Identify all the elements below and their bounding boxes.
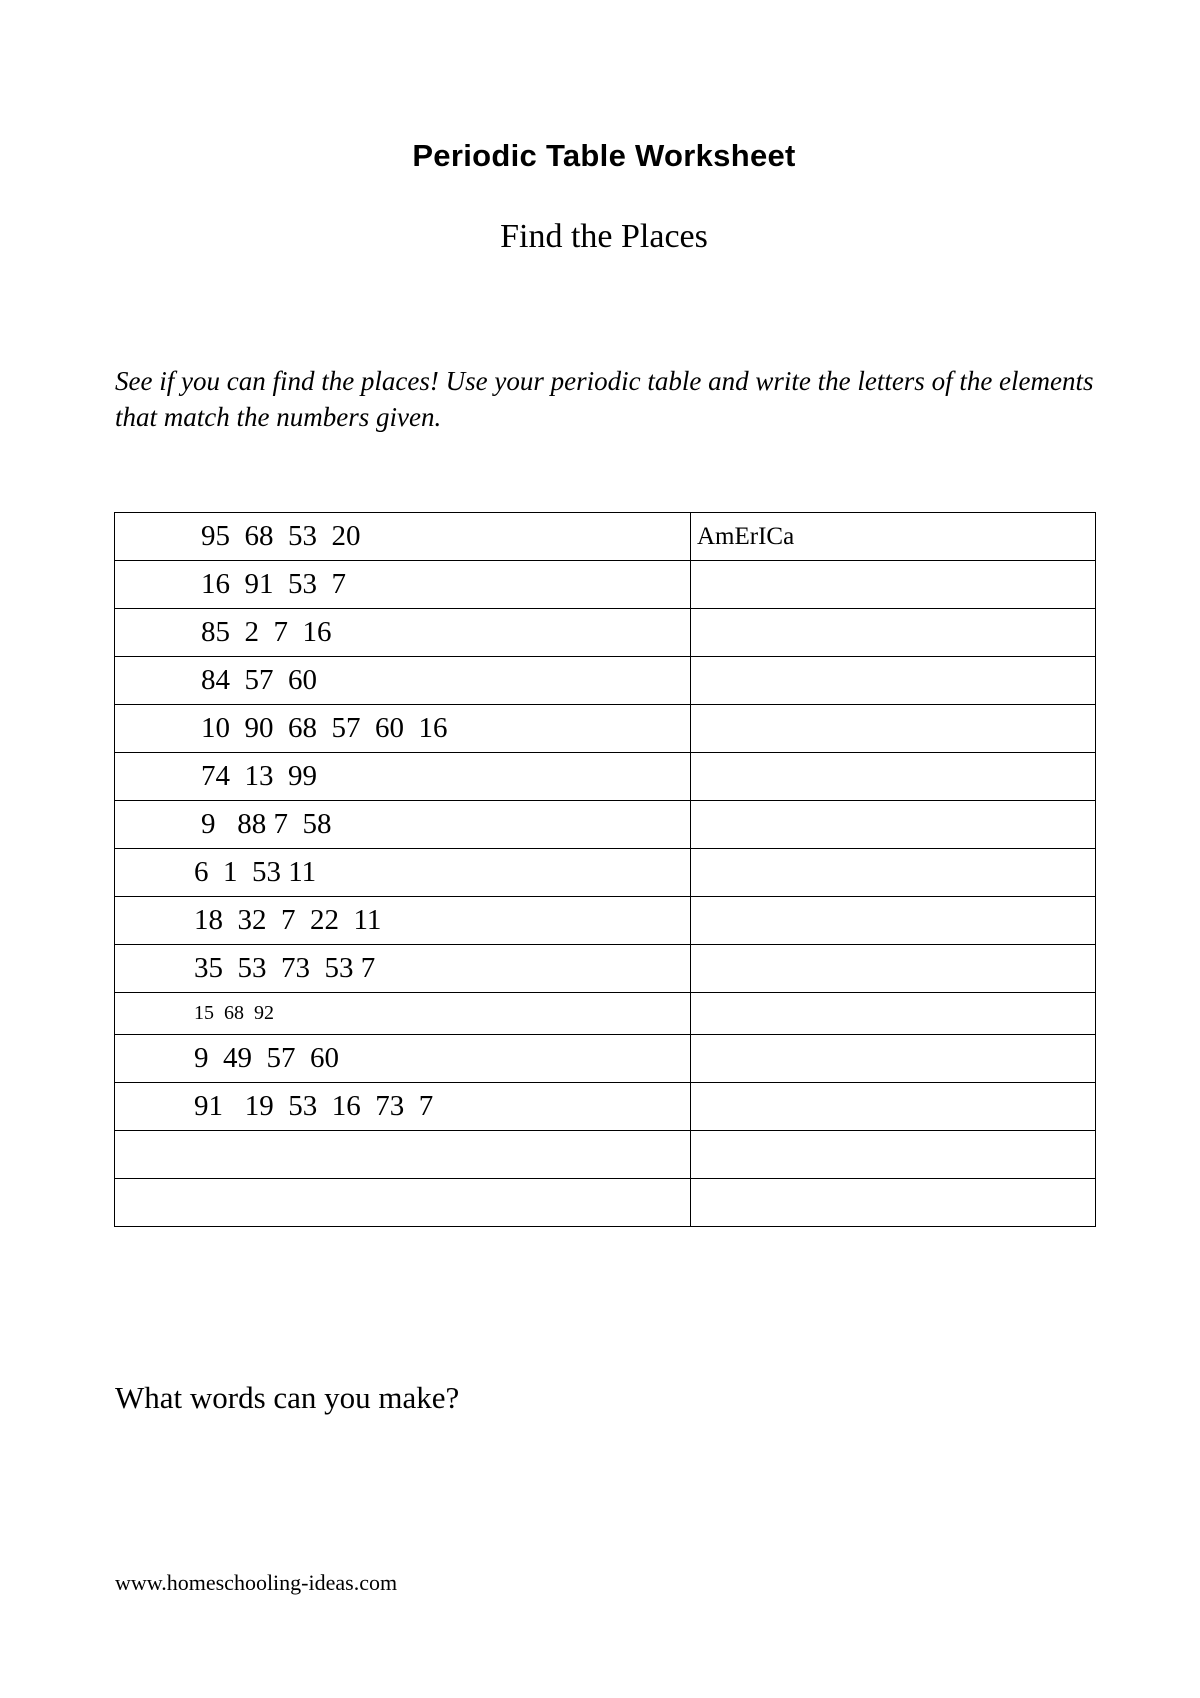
table-row [115, 1179, 1096, 1227]
table-row [115, 897, 1096, 945]
clue-cell: 91 19 53 16 73 7 [115, 1083, 691, 1131]
clue-cell: 95 68 53 20 [115, 513, 691, 561]
table-row [115, 1131, 1096, 1179]
answer-cell[interactable] [691, 561, 1096, 609]
clue-cell: 6 1 53 11 [115, 849, 691, 897]
answer-cell[interactable] [691, 945, 1096, 993]
clue-cell: 74 13 99 [115, 753, 691, 801]
answer-cell[interactable] [691, 801, 1096, 849]
clue-cell: 10 90 68 57 60 16 [115, 705, 691, 753]
table-row [115, 1083, 1096, 1131]
table-row [115, 609, 1096, 657]
table-row [115, 801, 1096, 849]
clue-cell[interactable] [115, 1179, 691, 1227]
answer-cell[interactable] [691, 1083, 1096, 1131]
answer-cell[interactable] [691, 657, 1096, 705]
words-prompt: What words can you make? [115, 1380, 460, 1415]
answer-cell[interactable] [691, 1179, 1096, 1227]
answer-cell[interactable] [691, 753, 1096, 801]
clue-cell: 15 68 92 [115, 993, 691, 1035]
table-row [115, 1035, 1096, 1083]
clue-cell: 16 91 53 7 [115, 561, 691, 609]
page-title: Periodic Table Worksheet [412, 138, 796, 173]
answer-cell[interactable] [691, 897, 1096, 945]
instructions-text: See if you can find the places! Use your periodic table and write the letters of the elements that match the numbers given. [115, 366, 1094, 432]
table-row [115, 657, 1096, 705]
footer-url: www.homeschooling-ideas.com [115, 1570, 398, 1595]
table-row [115, 993, 1096, 1035]
answer-cell[interactable] [691, 993, 1096, 1035]
table-row [115, 945, 1096, 993]
answer-cell[interactable] [691, 705, 1096, 753]
answer-cell[interactable] [691, 849, 1096, 897]
table-row [115, 705, 1096, 753]
answer-cell[interactable] [691, 1131, 1096, 1179]
clue-cell: 84 57 60 [115, 657, 691, 705]
answer-cell[interactable] [691, 609, 1096, 657]
clue-cell: 85 2 7 16 [115, 609, 691, 657]
table-row [115, 753, 1096, 801]
table-row [115, 849, 1096, 897]
puzzle-table [114, 512, 1096, 1227]
answer-cell[interactable] [691, 1035, 1096, 1083]
clue-cell: 9 49 57 60 [115, 1035, 691, 1083]
table-row [115, 513, 1096, 561]
clue-cell: 18 32 7 22 11 [115, 897, 691, 945]
clue-cell[interactable] [115, 1131, 691, 1179]
answer-cell[interactable]: AmErICa [691, 513, 1096, 561]
clue-cell: 35 53 73 53 7 [115, 945, 691, 993]
page-subtitle: Find the Places [500, 218, 708, 255]
table-row [115, 561, 1096, 609]
clue-cell: 9 88 7 58 [115, 801, 691, 849]
